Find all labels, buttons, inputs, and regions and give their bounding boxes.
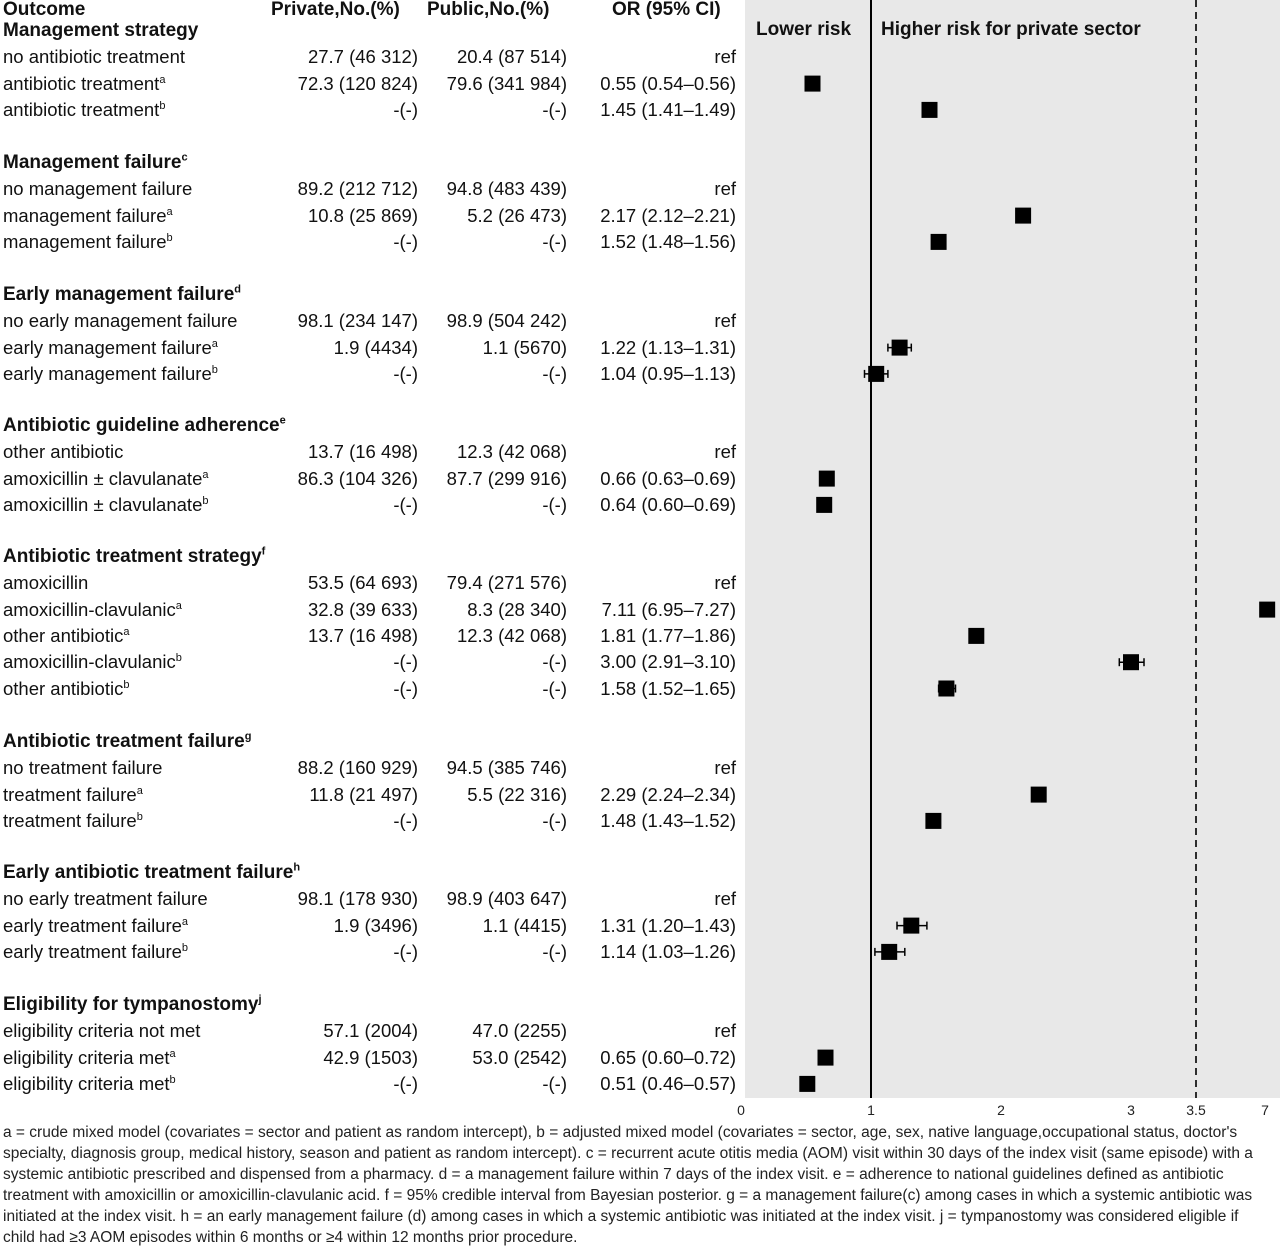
or-point: [816, 497, 832, 513]
footnote-marker: a: [169, 1047, 176, 1060]
private-value: -(-): [393, 809, 418, 831]
footnote-marker: a: [159, 73, 166, 86]
footnote-marker: f: [261, 545, 266, 558]
or-value: ref: [714, 572, 736, 594]
row-label: amoxicillin: [3, 572, 89, 594]
or-point: [938, 681, 954, 697]
private-value: -(-): [393, 98, 418, 120]
private-value: 27.7 (46 312): [307, 46, 418, 68]
or-value: ref: [714, 888, 736, 910]
public-value: 94.8 (483 439): [446, 178, 567, 200]
region-label-higher: Higher risk for private sector: [881, 19, 1141, 40]
private-value: 86.3 (104 326): [297, 467, 418, 489]
footnote-marker: b: [136, 810, 143, 823]
footnote-marker: a: [175, 599, 182, 612]
footnote-marker: e: [279, 414, 286, 427]
public-value: -(-): [542, 362, 567, 384]
or-point: [819, 471, 835, 487]
or-value: 0.51 (0.46–0.57): [600, 1072, 736, 1094]
private-value: 98.1 (234 147): [297, 310, 418, 332]
footnote-marker: g: [244, 730, 252, 743]
private-value: 13.7 (16 498): [307, 441, 418, 463]
public-value: -(-): [542, 940, 567, 962]
or-point: [903, 918, 919, 934]
or-value: 1.81 (1.77–1.86): [600, 624, 736, 646]
or-value: 7.11 (6.95–7.27): [601, 598, 736, 620]
or-point: [818, 1050, 834, 1066]
private-value: -(-): [393, 230, 418, 252]
or-point: [892, 340, 908, 356]
group-title: Antibiotic guideline adherence$^e$: [3, 414, 286, 436]
public-value: -(-): [542, 493, 567, 515]
private-value: 88.2 (160 929): [297, 757, 418, 779]
footnote-marker: b: [211, 363, 218, 376]
public-value: 98.9 (504 242): [446, 310, 567, 332]
or-point: [1259, 602, 1275, 618]
private-value: 10.8 (25 869): [307, 204, 418, 226]
row-label: other antibiotic: [3, 441, 124, 463]
x-tick-label: 0: [737, 1102, 745, 1118]
group-title: Antibiotic treatment strategy$^f$: [3, 545, 266, 567]
public-value: 5.5 (22 316): [467, 783, 567, 805]
row-label: treatment failure$^a$: [3, 783, 143, 805]
row-label: early management failure$^a$: [3, 336, 218, 358]
x-tick-label: 2: [997, 1102, 1005, 1118]
header-private: Private,No.(%): [271, 0, 400, 20]
or-point: [922, 102, 938, 118]
public-value: 79.6 (341 984): [446, 72, 567, 94]
footnote-marker: d: [234, 283, 241, 296]
group-title: Management strategy: [3, 20, 199, 41]
public-value: -(-): [542, 230, 567, 252]
footnote-marker: j: [258, 993, 262, 1006]
or-point: [868, 366, 884, 382]
row-label: no antibiotic treatment: [3, 46, 186, 68]
public-value: 87.7 (299 916): [446, 467, 567, 489]
footnote-marker: b: [123, 678, 130, 691]
public-value: 1.1 (4415): [482, 914, 567, 936]
or-value: 0.55 (0.54–0.56): [600, 72, 736, 94]
row-label: eligibility criteria not met: [3, 1020, 201, 1042]
private-value: 1.9 (4434): [333, 336, 418, 358]
public-value: 98.9 (403 647): [446, 888, 567, 910]
row-label: antibiotic treatment$^b$: [3, 98, 166, 120]
group-title: Eligibility for tympanostomy$^j$: [3, 993, 262, 1015]
row-label: antibiotic treatment$^a$: [3, 72, 166, 94]
row-label: early management failure$^b$: [3, 362, 218, 384]
or-value: ref: [714, 178, 736, 200]
or-value: ref: [714, 441, 736, 463]
or-value: 0.66 (0.63–0.69): [600, 467, 736, 489]
footnote-marker: a: [211, 337, 218, 350]
public-value: 94.5 (385 746): [446, 757, 567, 779]
private-value: 53.5 (64 693): [307, 572, 418, 594]
row-label: amoxicillin ± clavulanate$^a$: [3, 467, 209, 489]
or-value: 2.17 (2.12–2.21): [600, 204, 736, 226]
private-value: -(-): [393, 940, 418, 962]
region-label-lower: Lower risk: [756, 19, 852, 40]
row-label: amoxicillin-clavulanic$^b$: [3, 651, 182, 673]
public-value: 79.4 (271 576): [446, 572, 567, 594]
public-value: 1.1 (5670): [482, 336, 567, 358]
public-value: -(-): [542, 809, 567, 831]
or-point: [931, 234, 947, 250]
group-title: Antibiotic treatment failure$^g$: [3, 730, 252, 752]
public-value: 53.0 (2542): [472, 1046, 567, 1068]
or-value: 1.58 (1.52–1.65): [600, 677, 736, 699]
row-label: other antibiotic$^b$: [3, 677, 130, 699]
private-value: 42.9 (1503): [323, 1046, 418, 1068]
private-value: 32.8 (39 633): [307, 598, 418, 620]
or-value: ref: [714, 46, 736, 68]
row-label: management failure$^b$: [3, 230, 173, 252]
footnote: a = crude mixed model (covariates = sector and patient as random intercept), b = adjusted mixed model (covariates = sector, age, sex, native language,occupational status, doctor's specialty, diagnosis group, medical history, season and patient as random intercept). c = recurrent acute otitis media (AOM) visit within 30 days of the index visit (same episode) with a systemic antibiotic prescribed and dispensed from a pharmacy. d = a management failure within 7 days of the index visit. e = adherence to national guidelines defined as antibiotic treatment with amoxicillin or amoxicillin-clavulanic acid. f = 95% credible interval from Bayesian posterior. g = a management failure(c) among cases in which a systemic antibiotic was initiated at the index visit. h = an early management failure (d) among cases in which a systemic antibiotic was initiated at the index visit. j = tympanostomy was considered eligible if child had ≥3 AOM episodes within 6 months or ≥4 within 12 months prior procedure.: [3, 1124, 1253, 1246]
x-tick-label: 3: [1127, 1102, 1135, 1118]
header-public: Public,No.(%): [427, 0, 550, 20]
header-outcome: Outcome: [3, 0, 86, 20]
footnote-marker: a: [166, 205, 173, 218]
private-value: -(-): [393, 493, 418, 515]
or-point: [1031, 787, 1047, 803]
private-value: 13.7 (16 498): [307, 624, 418, 646]
row-label: no treatment failure: [3, 757, 163, 779]
or-value: 0.65 (0.60–0.72): [600, 1046, 736, 1068]
or-value: 1.31 (1.20–1.43): [600, 914, 736, 936]
row-label: treatment failure$^b$: [3, 809, 143, 831]
private-value: -(-): [393, 362, 418, 384]
or-point: [1015, 208, 1031, 224]
row-label: early treatment failure$^a$: [3, 914, 189, 936]
private-value: 89.2 (212 712): [297, 178, 418, 200]
footnote-marker: b: [181, 941, 189, 954]
footnote-marker: b: [175, 652, 182, 665]
row-label: early treatment failure$^b$: [3, 940, 189, 962]
footnote-marker: c: [181, 151, 188, 164]
public-value: -(-): [542, 1072, 567, 1094]
x-tick-label: 1: [867, 1102, 875, 1118]
public-value: 12.3 (42 068): [456, 624, 567, 646]
public-value: 47.0 (2255): [472, 1020, 567, 1042]
public-value: 12.3 (42 068): [456, 441, 567, 463]
public-value: -(-): [542, 651, 567, 673]
or-value: 1.04 (0.95–1.13): [600, 362, 736, 384]
or-value: 0.64 (0.60–0.69): [600, 493, 736, 515]
row-label: no early treatment failure: [3, 888, 208, 910]
or-value: 1.45 (1.41–1.49): [600, 98, 736, 120]
row-label: eligibility criteria met$^a$: [3, 1046, 176, 1068]
or-point: [881, 944, 897, 960]
or-value: 1.52 (1.48–1.56): [600, 230, 736, 252]
or-point: [1123, 654, 1139, 670]
footnote-marker: b: [202, 494, 209, 507]
public-value: 8.3 (28 340): [467, 598, 567, 620]
row-label: eligibility criteria met$^b$: [3, 1072, 176, 1094]
footnote-marker: a: [123, 625, 130, 638]
footnote-marker: b: [169, 1073, 176, 1086]
or-value: 1.48 (1.43–1.52): [600, 809, 736, 831]
row-label: other antibiotic$^a$: [3, 624, 130, 646]
private-value: 57.1 (2004): [323, 1020, 418, 1042]
private-value: 11.8 (21 497): [309, 783, 418, 805]
or-value: 1.14 (1.03–1.26): [600, 940, 736, 962]
footnote-marker: b: [166, 231, 173, 244]
footnote-marker: a: [136, 784, 143, 797]
or-value: 1.22 (1.13–1.31): [600, 336, 736, 358]
row-label: no early management failure: [3, 310, 238, 332]
row-label: no management failure: [3, 178, 193, 200]
or-value: 2.29 (2.24–2.34): [600, 783, 736, 805]
public-value: -(-): [542, 677, 567, 699]
footnote-marker: h: [293, 861, 301, 874]
private-value: 72.3 (120 824): [297, 72, 418, 94]
public-value: -(-): [542, 98, 567, 120]
group-title: Early management failure$^d$: [3, 283, 241, 305]
row-label: amoxicillin-clavulanic$^a$: [3, 598, 182, 620]
or-point: [925, 813, 941, 829]
or-value: 3.00 (2.91–3.10): [600, 651, 736, 673]
or-value: ref: [714, 310, 736, 332]
or-value: ref: [714, 1020, 736, 1042]
footnote-marker: a: [181, 915, 189, 928]
private-value: -(-): [393, 651, 418, 673]
or-point: [805, 76, 821, 92]
or-point: [799, 1076, 815, 1092]
footnote-marker: b: [159, 99, 166, 112]
x-tick-label: 7: [1261, 1102, 1269, 1118]
private-value: -(-): [393, 677, 418, 699]
or-point: [968, 628, 984, 644]
row-label: amoxicillin ± clavulanate$^b$: [3, 493, 209, 515]
private-value: 1.9 (3496): [333, 914, 418, 936]
public-value: 5.2 (26 473): [467, 204, 567, 226]
footnote-marker: a: [202, 468, 209, 481]
group-title: Early antibiotic treatment failure$^h$: [3, 861, 301, 883]
private-value: 98.1 (178 930): [297, 888, 418, 910]
row-label: management failure$^a$: [3, 204, 173, 226]
private-value: -(-): [393, 1072, 418, 1094]
x-tick-label: 3.5: [1186, 1102, 1206, 1118]
or-value: ref: [714, 757, 736, 779]
header-or: OR (95% CI): [612, 0, 721, 20]
group-title: Management failure$^c$: [3, 151, 188, 173]
public-value: 20.4 (87 514): [456, 46, 567, 68]
